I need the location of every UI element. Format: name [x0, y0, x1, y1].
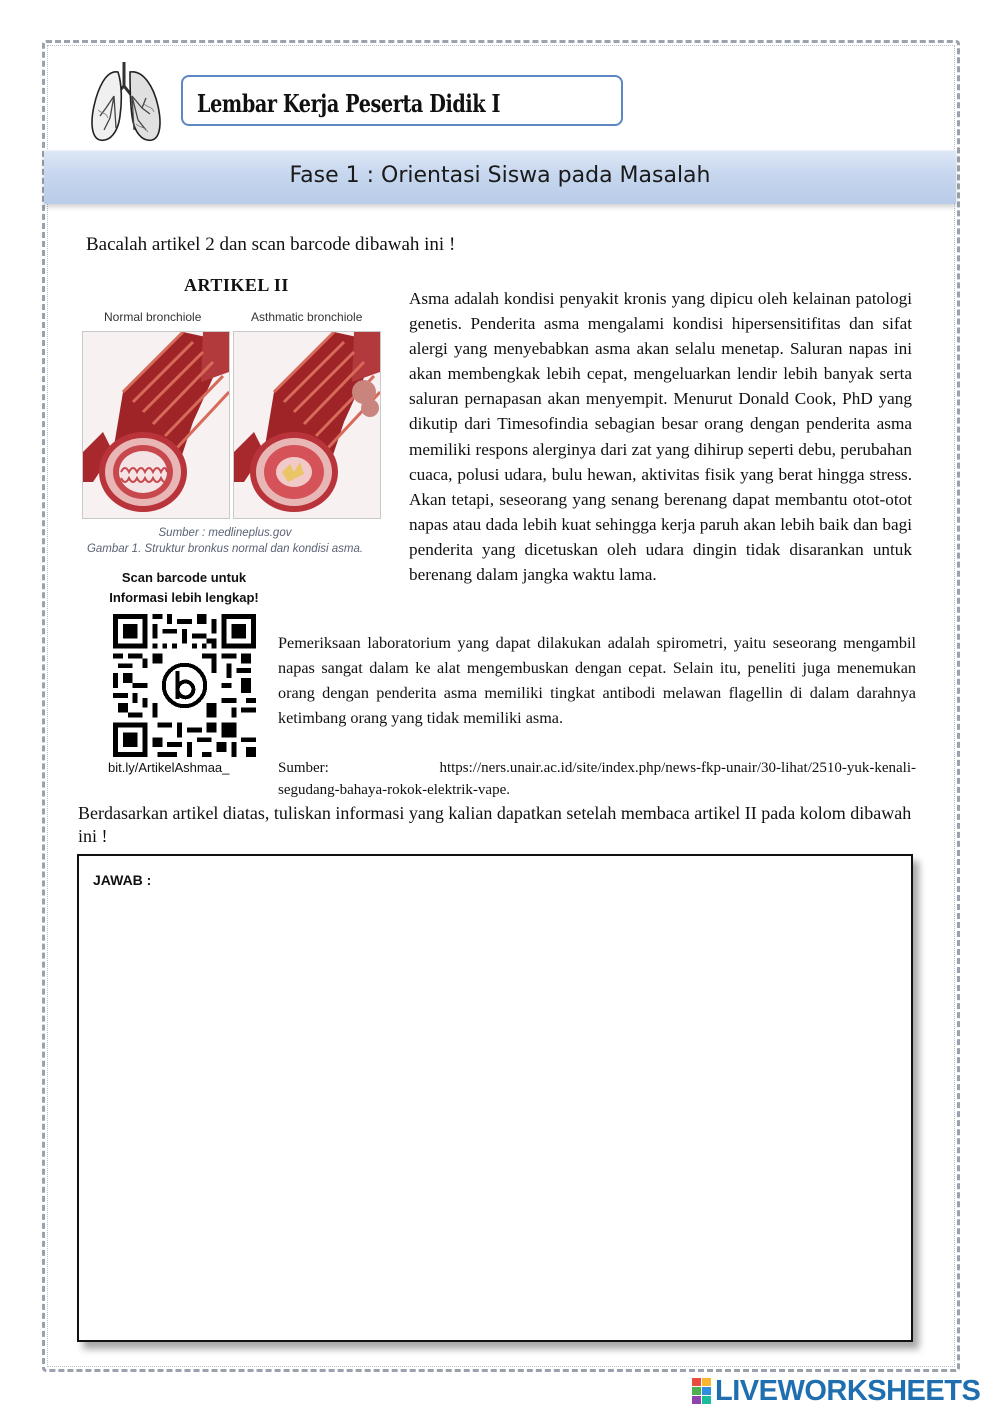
answer-label: JAWAB : [93, 872, 152, 888]
qr-code[interactable] [113, 614, 256, 757]
source-url-line2[interactable]: segudang-bahaya-rokok-elektrik-vape. [278, 782, 510, 798]
normal-bronchiole-image [82, 331, 230, 519]
figure-label-normal: Normal bronchiole [104, 310, 202, 324]
instruction-text: Bacalah artikel 2 dan scan barcode dibawah ini ! [86, 234, 456, 255]
phase-title: Fase 1 : Orientasi Siswa pada Masalah [289, 163, 711, 188]
article-paragraph-2: Pemeriksaan laboratorium yang dapat dilakukan adalah spirometri, yaitu seseorang mengambil napas sangat dalam ke alat mengembuskan dengan cepat. Selain itu, peneliti juga menemukan orang dengan penderita asma memiliki tingkat antibodi melawan flagellin di dalam darahnya ketimbang orang yang tidak memiliki asma. [278, 634, 916, 727]
answer-box[interactable] [77, 854, 913, 1342]
article-heading: ARTIKEL II [184, 275, 289, 295]
worksheet-title [181, 75, 623, 126]
scan-instruction [98, 568, 270, 608]
bronchiole-figure [80, 310, 383, 523]
scan-instruction-line1: Scan barcode untuk [121, 570, 247, 585]
figure-caption: Gambar 1. Struktur bronkus normal dan kondisi asma. [86, 543, 364, 555]
asthmatic-bronchiole-image [233, 331, 381, 519]
phase-banner [44, 150, 956, 204]
qr-short-link[interactable]: bit.ly/ArtikelAshmaa_ [108, 760, 230, 775]
figure-source: Sumber : medlineplus.gov [158, 527, 292, 539]
liveworksheets-wordmark: LIVEWORKSHEETS [715, 1374, 981, 1407]
worksheet-title-text: Lembar Kerja Peserta Didik I [197, 89, 501, 118]
source-url-line1[interactable]: https://ners.unair.ac.id/site/index.php/news-fkp-unair/30-lihat/2510-yuk-kenali- [439, 760, 916, 776]
scan-instruction-line2: Informasi lebih lengkap! [109, 590, 259, 605]
lungs-icon [88, 58, 166, 144]
figure-label-asthmatic: Asthmatic bronchiole [251, 310, 363, 324]
question-text: Berdasarkan artikel diatas, tuliskan informasi yang kalian dapatkan setelah membaca artikel II pada kolom dibawah ini ! [78, 803, 912, 846]
liveworksheets-brand [692, 1374, 980, 1408]
article-paragraph-1: Asma adalah kondisi penyakit kronis yang dipicu oleh kelainan patologi genetis. Penderita asma mengalami kondisi hipersensitifitas dan sifat alergi yang menyebabkan asma akan selalu menetap. Saluran napas ini akan membengkak lebih cepat, mengeluarkan lendir lebih banyak serta saluran pernapasan akan menyempit. Menurut Donald Cook, PhD yang dikutip dari Timesofindia sebagian besar orang dengan penderita asma memiliki respons alerginya dari zat yang dihirup seperti debu, perubahan cuaca, polusi udara, bulu hewan, aktivitas fisik yang berat hingga stress. Akan tetapi, seseorang yang senang berenang dapat membantu otot-otot napas atau dada lebih kuat sehingga kerja paruh akan lebih baik dan bagi penderita yang dicetuskan oleh udara dingin tidak disarankan untuk berenang dalam jangka waktu lama. [409, 289, 912, 585]
source-label: Sumber: [278, 760, 329, 776]
liveworksheets-logo-icon [692, 1378, 712, 1404]
